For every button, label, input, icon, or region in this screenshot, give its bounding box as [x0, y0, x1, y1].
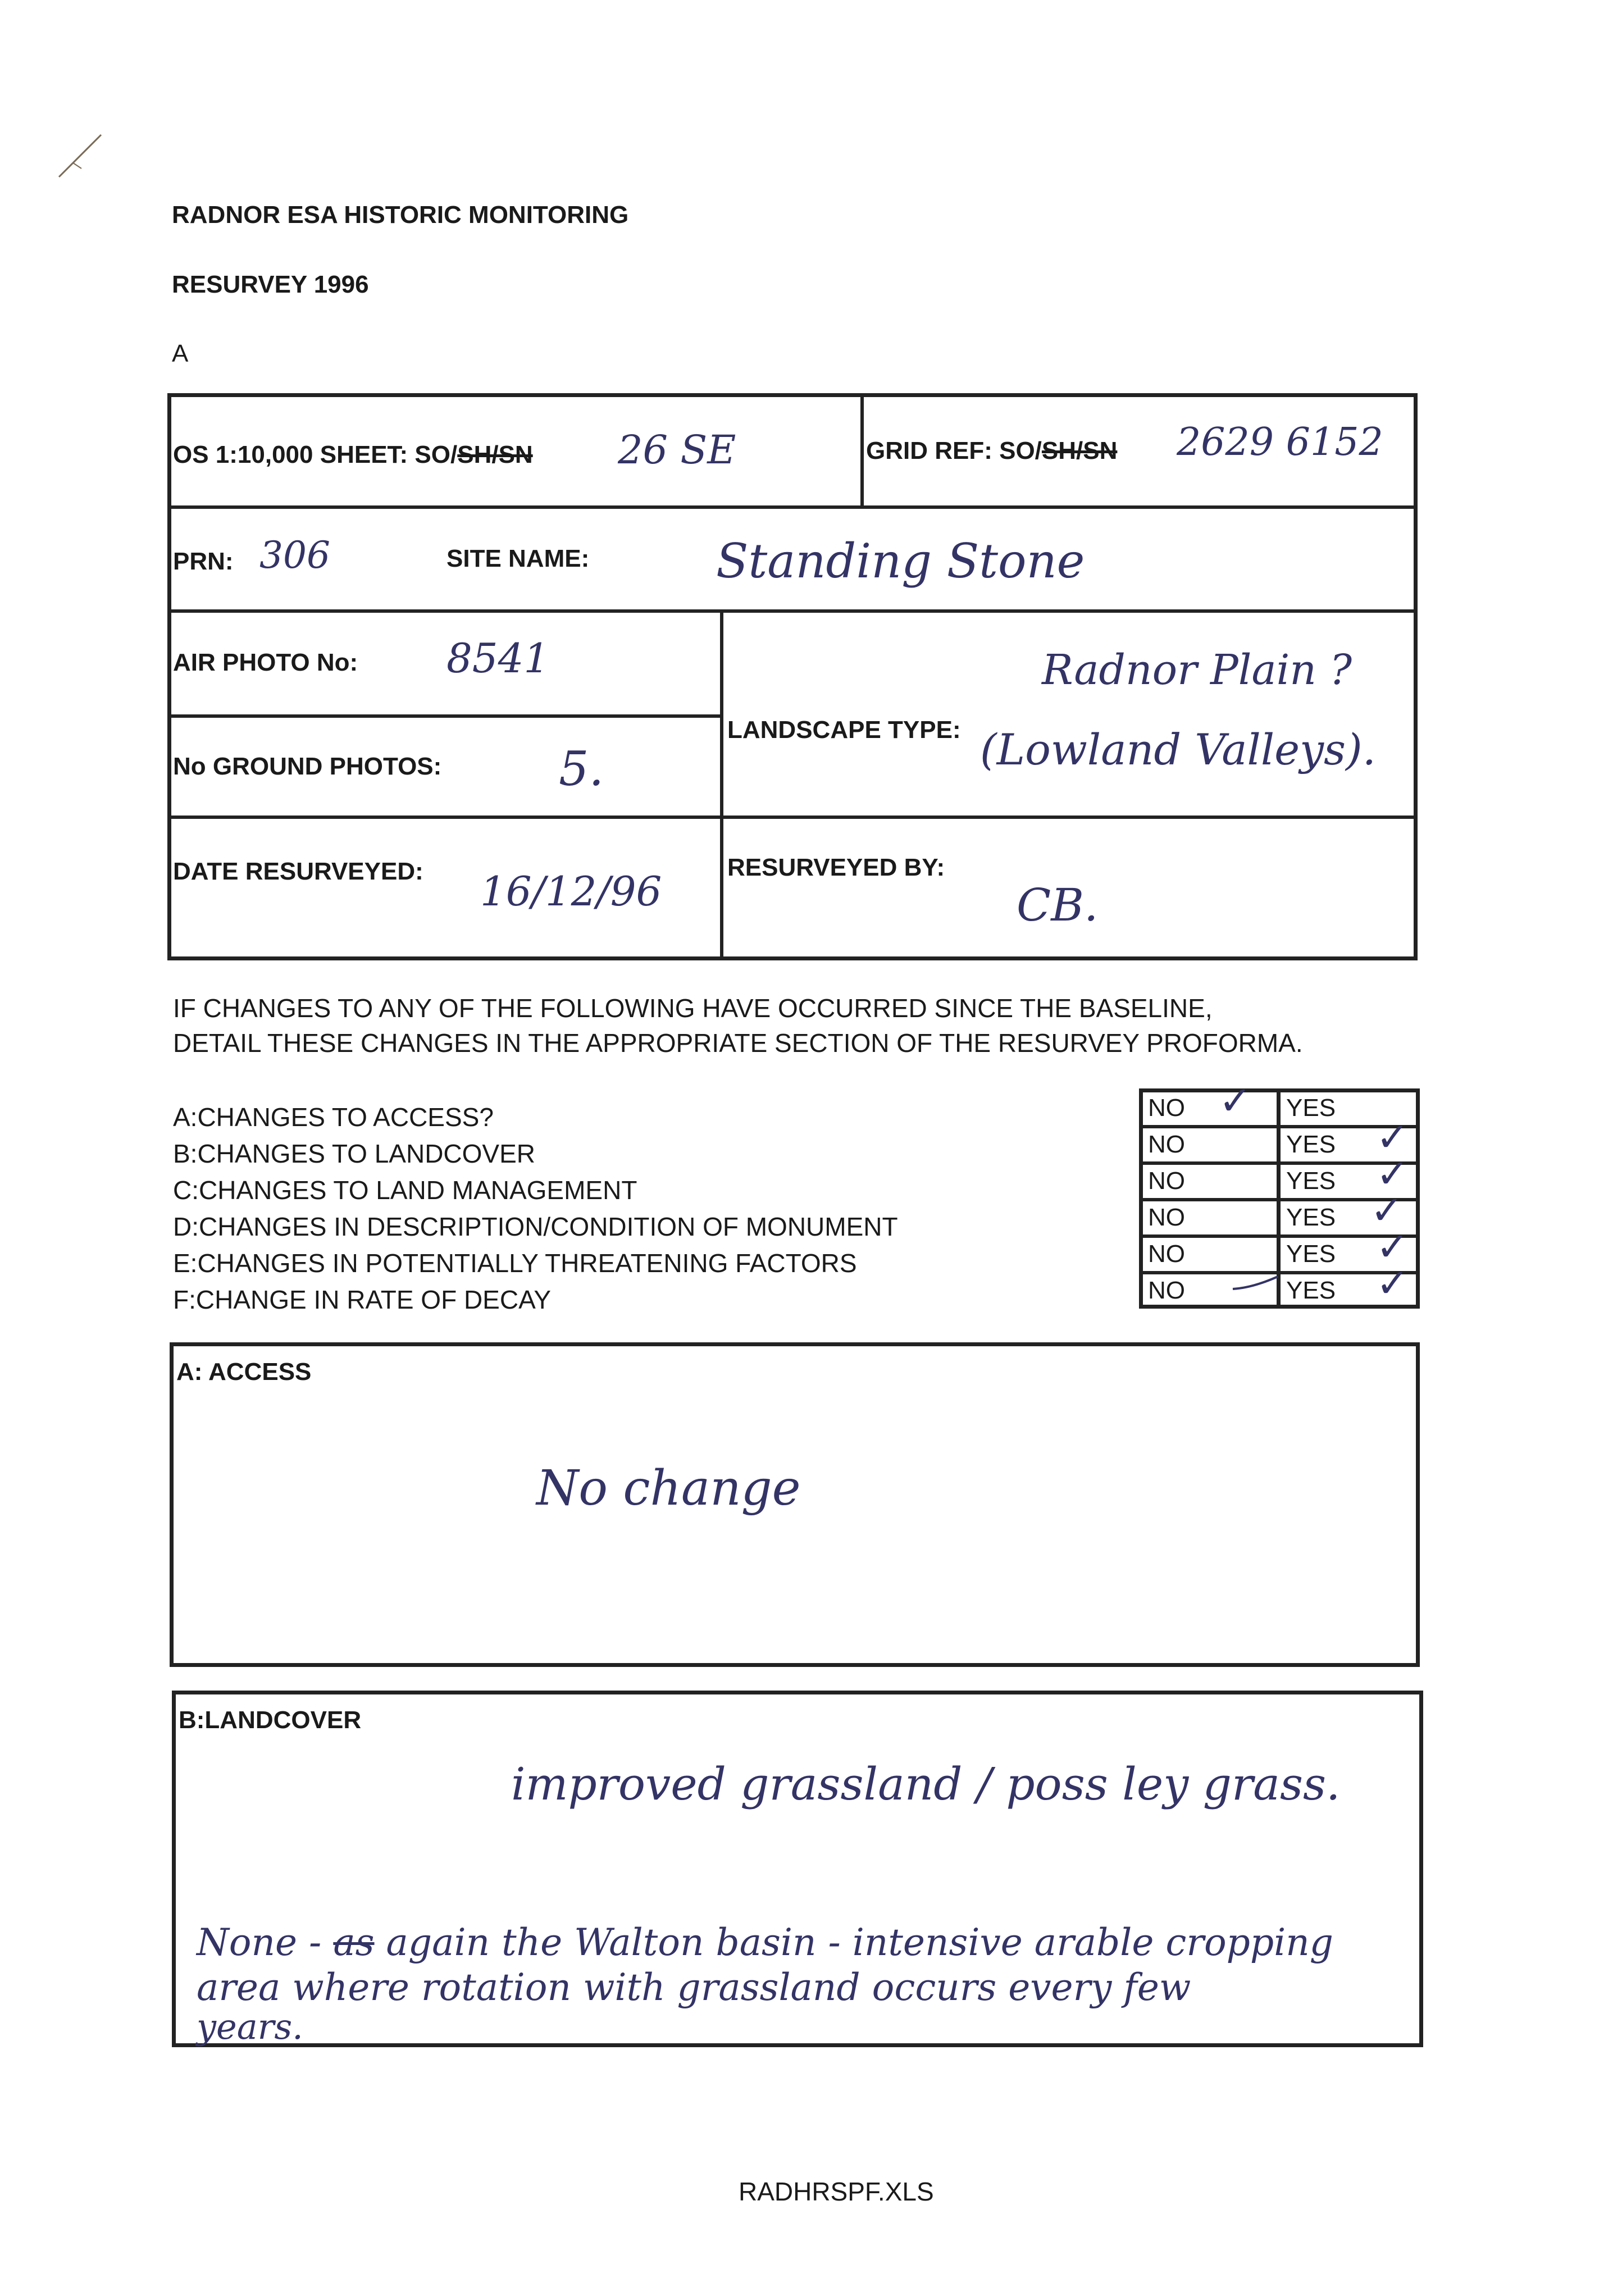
tick-mark-icon: ✓	[1376, 1151, 1409, 1197]
landcover-detail-line1[interactable]: None - as again the Walton basin - intensive arable cropping	[197, 1921, 1334, 1964]
date-resurveyed-value: 16/12/96	[480, 868, 662, 915]
site-name-label: SITE NAME:	[446, 545, 590, 572]
landcover-note[interactable]: improved grassland / poss ley grass.	[511, 1758, 1341, 1810]
yes-option-landcover[interactable]: YES	[1286, 1131, 1336, 1158]
ground-photos-value: 5.	[559, 741, 604, 796]
landscape-value-line1: Radnor Plain ?	[1042, 646, 1352, 694]
no-option-access[interactable]: NO	[1148, 1094, 1185, 1122]
yes-option-monument-condition[interactable]: YES	[1286, 1204, 1336, 1231]
resurveyed-by-label: RESURVEYED BY:	[727, 854, 945, 881]
tick-mark-icon: ✓	[1219, 1078, 1252, 1124]
landcover-detail-line2[interactable]: area where rotation with grassland occurs every few	[197, 1966, 1191, 2009]
form-title: RADNOR ESA HISTORIC MONITORING	[172, 201, 629, 229]
landscape-value-line2: (Lowland Valleys).	[980, 725, 1376, 775]
footer-filename: RADHRSPF.XLS	[739, 2177, 934, 2206]
landcover-detail-line3[interactable]: years.	[197, 2006, 303, 2047]
no-option-rate-of-decay[interactable]: NO	[1148, 1277, 1185, 1304]
yes-option-land-management[interactable]: YES	[1286, 1167, 1336, 1195]
form-subtitle: RESURVEY 1996	[172, 271, 369, 298]
tick-mark-icon: ✓	[1376, 1224, 1409, 1270]
no-option-monument-condition[interactable]: NO	[1148, 1204, 1185, 1231]
os-sheet-value: 26 SE	[618, 427, 736, 473]
question-access: A:CHANGES TO ACCESS?	[173, 1103, 494, 1132]
access-label: A: ACCESS	[176, 1358, 312, 1386]
grid-ref-label: GRID REF: SO/SH/SN	[866, 437, 1118, 464]
question-monument-condition: D:CHANGES IN DESCRIPTION/CONDITION OF MONUMENT	[173, 1212, 898, 1241]
prn-label: PRN:	[173, 548, 234, 575]
air-photo-value: 8541	[446, 635, 550, 682]
question-land-management: C:CHANGES TO LAND MANAGEMENT	[173, 1176, 637, 1205]
question-landcover: B:CHANGES TO LANDCOVER	[173, 1139, 536, 1168]
resurveyed-by-value: CB.	[1017, 879, 1099, 931]
access-note[interactable]: No change	[536, 1460, 801, 1516]
pen-mark-icon	[51, 124, 112, 185]
yes-option-threatening-factors[interactable]: YES	[1286, 1240, 1336, 1268]
grid-ref-value: 2629 6152	[1177, 420, 1383, 464]
tick-mark-icon: ✓	[1376, 1114, 1409, 1160]
date-resurveyed-label: DATE RESURVEYED:	[173, 858, 423, 885]
site-name-value: Standing Stone	[716, 534, 1085, 589]
no-option-land-management[interactable]: NO	[1148, 1167, 1185, 1195]
question-threatening-factors: E:CHANGES IN POTENTIALLY THREATENING FACTORS	[173, 1249, 857, 1278]
landscape-type-label: LANDSCAPE TYPE:	[727, 716, 961, 744]
no-option-landcover[interactable]: NO	[1148, 1131, 1185, 1158]
instructions-line1: IF CHANGES TO ANY OF THE FOLLOWING HAVE OCCURRED SINCE THE BASELINE,	[173, 994, 1213, 1023]
tick-mark-icon: ✓	[1376, 1260, 1409, 1306]
yes-option-access[interactable]: YES	[1286, 1094, 1336, 1122]
tick-stroke-icon	[1230, 1272, 1281, 1295]
landcover-label: B:LANDCOVER	[179, 1706, 362, 1734]
instructions-line2: DETAIL THESE CHANGES IN THE APPROPRIATE SECTION OF THE RESURVEY PROFORMA.	[173, 1028, 1303, 1058]
air-photo-label: AIR PHOTO No:	[173, 649, 358, 676]
prn-value: 306	[259, 534, 330, 577]
form-code: A	[172, 340, 189, 367]
os-sheet-label: OS 1:10,000 SHEET: SO/SH/SN	[173, 441, 533, 468]
no-option-threatening-factors[interactable]: NO	[1148, 1240, 1185, 1268]
yes-option-rate-of-decay[interactable]: YES	[1286, 1277, 1336, 1304]
tick-mark-icon: ✓	[1370, 1187, 1404, 1233]
ground-photos-label: No GROUND PHOTOS:	[173, 753, 442, 780]
question-rate-of-decay: F:CHANGE IN RATE OF DECAY	[173, 1285, 552, 1314]
